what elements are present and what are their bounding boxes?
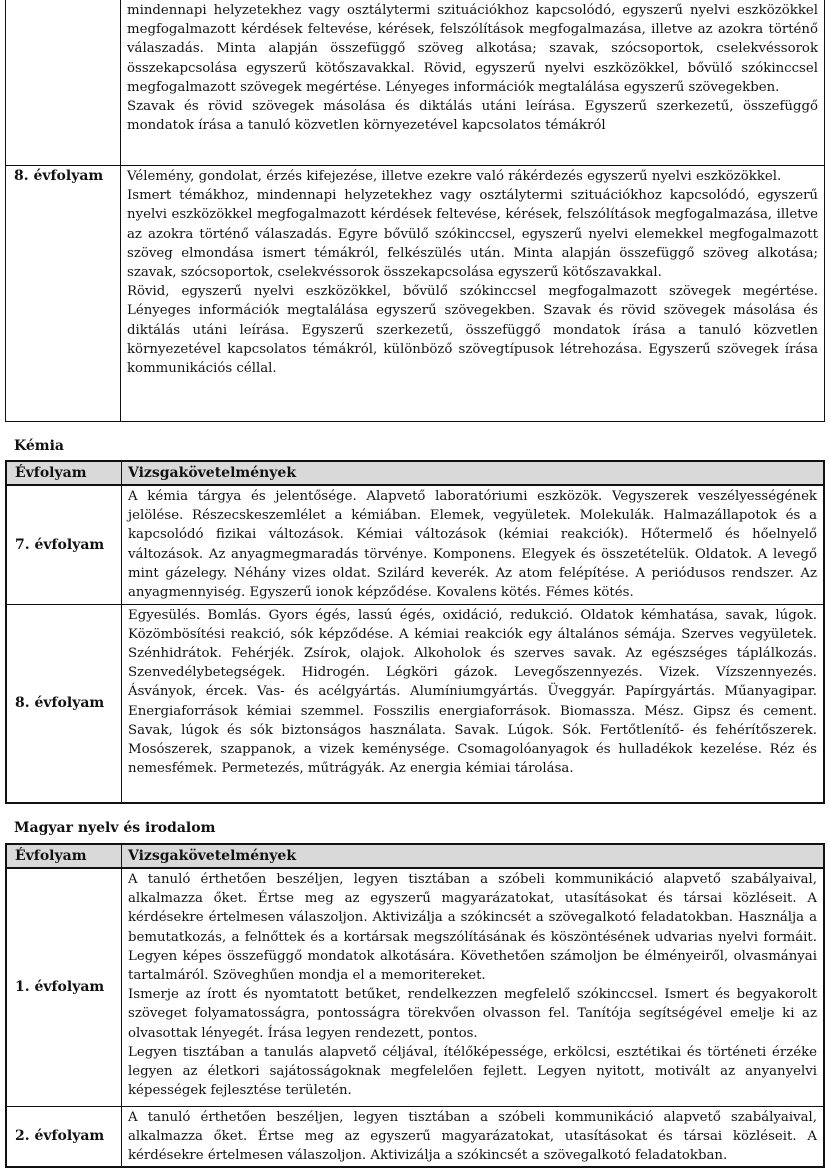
requirements-cell bbox=[122, 485, 825, 604]
requirements-paragraph: mindennapi helyzetekhez vagy osztálytermi szituációkhoz kapcsolódó, egyszerű nyelvi eszközökkel megfogalmazott kérdések feltevése, kérések, felszólítások megfogalmazása, illetve az azokra történő válaszadás. Minta alapján összefüggő szöveg alkotása; szavak, szócsoportok, cselekvéssorok összekapcsolása egyszerű kötőszavakkal. Rövid, egyszerű nyelvi eszközökkel, bővülő szókinccsel megfogalmazott szövegek megértése. Lényeges információk megtalálása egyszerű szövegekben. bbox=[127, 3, 818, 95]
grade-cell: 1. évfolyam bbox=[6, 868, 122, 1106]
requirements-cell bbox=[121, 166, 825, 422]
table-row bbox=[6, 485, 824, 604]
grade-cell: 8. évfolyam bbox=[6, 166, 121, 422]
requirements-paragraph: A tanuló érthetően beszéljen, legyen tisztában a szóbeli kommunikáció alapvető szabályaival, alkalmazza őket. Értse meg az egyszerű magyarázatokat, utasításokat és társai közléseit. A kérdésekre értelmesen válaszoljon. Aktivizálja a szókincsét a szövegalkotó feladatokban. Használja a bemutatkozás, a felnőttek és a kortársak megszólításának és köszöntésének udvarias nyelvi formáit. Legyen képes összefüggő mondatok alkotására. Követhetően számoljon be élményeiről, olvasmányai tartalmáról. Szöveghűen mondja el a memoritereket. bbox=[128, 872, 817, 984]
requirements-paragraph: Vélemény, gondolat, érzés kifejezése, illetve ezekre való rákérdezés egyszerű nyelvi eszközökkel. bbox=[127, 169, 782, 184]
requirements-paragraph: Egyesülés. Bomlás. Gyors égés, lassú égés, oxidáció, redukció. Oldatok kémhatása, savak, lúgok. Közömbösítési reakció, sók képződése. A kémiai reakciók egy általános sémája. Szerves vegyületek. Szénhidrátok. Fehérjék. Zsírok, olajok. Alkoholok és szerves savak. Az egészséges táplálkozás. Szenvedélybetegségek. Hidrogén. Légköri gázok. Levegőszennyezés. Vizek. Vízszennyezés. Ásványok, ércek. Vas- és acélgyártás. Alumíniumgyártás. Üveggyár. Papírgyártás. Műanyagipar. Energiaforrások kémiai szemmel. Fosszilis energiaforrások. Biomassza. Mész. Gipsz és cement. Savak, lúgok és sók biztonságos használata. Savak. Lúgok. Sók. Fertőtlenítő- és fehérítőszerek. Mosószerek, szappanok, a vizek keménysége. Csomagolóanyagok és hulladékok kezelése. Réz és nemesfémek. Permetezés, műtrágyák. Az energia kémiai tárolása. bbox=[128, 607, 817, 777]
column-header-grade: Évfolyam bbox=[6, 844, 122, 868]
requirements-paragraph: Ismerje az írott és nyomtatott betűket, rendelkezzen megfelelő szókinccsel. Ismert és begyakorolt szöveget folyamatosságra, pontosságra törekvően olvasson fel. Tanítója segítségével emelje ki az olvasottak lényegét. Írása legyen rendezett, pontos. bbox=[128, 987, 817, 1041]
requirements-paragraph: A tanuló érthetően beszéljen, legyen tisztában a szóbeli kommunikáció alapvető szabályaival, alkalmazza őket. Értse meg az egyszerű magyarázatokat, utasításokat és társai közléseit. A kérdésekre értelmesen válaszoljon. Aktivizálja a szókincsét a szövegalkotó feladatokban. bbox=[128, 1109, 817, 1163]
table-header-row bbox=[6, 461, 824, 485]
section-title-magyar: Magyar nyelv és irodalom bbox=[14, 820, 216, 836]
column-header-requirements: Vizsgakövetelmények bbox=[122, 461, 825, 485]
requirements-cell bbox=[122, 868, 825, 1106]
table-row bbox=[6, 166, 825, 422]
requirements-paragraph: A kémia tárgya és jelentősége. Alapvető laboratóriumi eszközök. Vegyszerek veszélyességének jelölése. Részecskeszemlélet a kémiában. Elemek, vegyületek. Molekulák. Halmazállapotok és a kapcsolódó fizikai változások. Kémiai változások (kémiai reakciók). Hőtermelő és hőelnyelő változások. Az anyagmegmaradás törvénye. Komponens. Elegyek és összetételük. Oldatok. A levegő mint gázelegy. Néhány vizes oldat. Szilárd keverék. Az atom felépítése. A periódusos rendszer. Az anyagmennyiség. Egyszerű ionok képződése. Kovalens kötés. Fémes kötés. bbox=[128, 489, 817, 601]
requirements-cell bbox=[122, 604, 825, 803]
table-header-row bbox=[6, 844, 824, 868]
kemia-requirements-table bbox=[5, 460, 825, 804]
requirements-paragraph: Legyen tisztában a tanulás alapvető céljával, ítélőképessége, erkölcsi, esztétikai és történeti érzéke legyen az életkori sajátosságoknak megfelelően fejlett. Legyen nyitott, motivált az anyanyelvi képességek fejlesztése területén. bbox=[128, 1044, 817, 1099]
requirements-cell bbox=[121, 0, 825, 166]
requirements-paragraph: Rövid, egyszerű nyelvi eszközökkel, bővülő szókinccsel megfogalmazott szövegek megértése. Lényeges információk megtalálása egyszerű szövegekben. Szavak és rövid szövegek másolása és diktálás utáni leírása. Egyszerű szerkezetű, összefüggő mondatok írása a tanuló közvetlen környezetével kapcsolatos témákról, különböző szövegtípusok létrehozása. Egyszerű szövegek írása kommunikációs céllal. bbox=[127, 284, 818, 377]
table-row bbox=[6, 1106, 824, 1167]
requirements-paragraph: Szavak és rövid szövegek másolása és diktálás utáni leírása. Egyszerű szerkezetű, összefüggő mondatok írása a tanuló közvetlen környezetével kapcsolatos témákról bbox=[127, 99, 818, 134]
table-row bbox=[6, 868, 824, 1106]
magyar-requirements-table bbox=[5, 843, 825, 1168]
grade-cell bbox=[6, 0, 121, 166]
table-row bbox=[6, 0, 825, 166]
section-title-kemia: Kémia bbox=[14, 438, 64, 454]
grade-cell: 2. évfolyam bbox=[6, 1106, 122, 1167]
grade-cell: 7. évfolyam bbox=[6, 485, 122, 604]
table-row bbox=[6, 604, 824, 803]
column-header-grade: Évfolyam bbox=[6, 461, 122, 485]
grade-cell: 8. évfolyam bbox=[6, 604, 122, 803]
column-header-requirements: Vizsgakövetelmények bbox=[122, 844, 825, 868]
requirements-cell bbox=[122, 1106, 825, 1167]
language-requirements-table-continued bbox=[5, 0, 825, 422]
requirements-paragraph: Ismert témákhoz, mindennapi helyzetekhez vagy osztálytermi szituációkhoz kapcsolódó, egyszerű nyelvi eszközökkel megfogalmazott kérdések feltevése, kérések, felszólítások megfogalmazása, illetve az azokra történő válaszadás. Egyre bővülő szókinccsel, egyszerű nyelvi elemekkel megfogalmazott szöveg elmondása ismert témákról, felkészülés után. Minta alapján összefüggő szöveg alkotása; szavak, szócsoportok, cselekvéssorok összekapcsolása egyszerű kötőszavakkal. bbox=[127, 188, 818, 281]
